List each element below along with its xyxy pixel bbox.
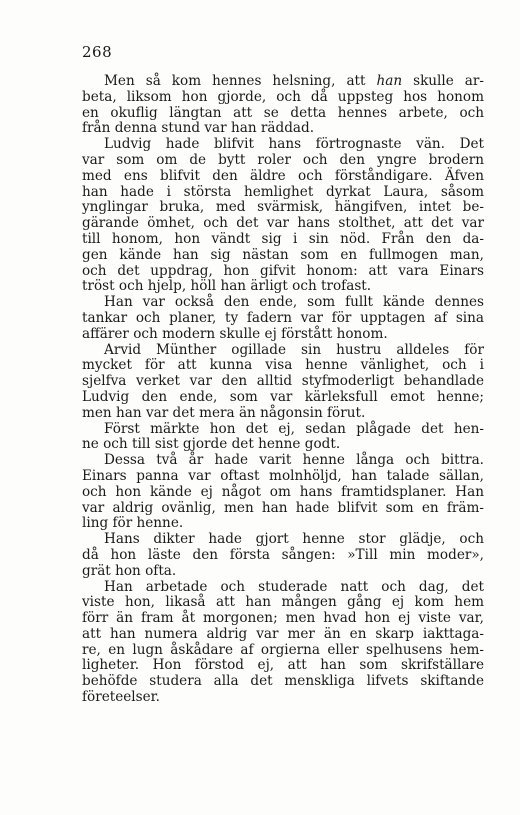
text-line: Han var också den ende, som fullt kände dennes xyxy=(104,294,484,311)
text-line: affärer och modern skulle ej förstått honom. xyxy=(82,325,388,342)
text-line: till honom, hon vändt sig i sin nöd. Från den da- xyxy=(82,230,484,247)
paragraph xyxy=(82,532,484,579)
paragraph xyxy=(82,137,484,295)
paragraph xyxy=(82,422,484,454)
paragraph xyxy=(82,343,484,422)
text-line: mycket för att kunna visa henne vänlighet, och i xyxy=(82,357,484,374)
text-line: en okuflig längtan att se detta hennes arbete, och xyxy=(82,104,484,121)
text-line: viste hon, likaså att han mången gång ej kom hem xyxy=(82,594,484,611)
text-line: och det uppdrag, hon gifvit honom: att vara Einars xyxy=(82,262,484,279)
text-line: ling för henne. xyxy=(82,515,184,532)
text-line: tankar och planer, ty fadern var för upptagen af sina xyxy=(82,309,484,326)
text-line: Hans dikter hade gjort henne stor glädje, och xyxy=(104,531,484,548)
paragraph xyxy=(82,580,484,706)
text-line: med ens blifvit den äldre och förståndigare. Äfven xyxy=(82,167,484,184)
text-line: Einars panna var oftast molnhöljd, han talade sällan, xyxy=(82,467,484,484)
text-line: då hon läste den första sången: »Till min moder», xyxy=(82,546,484,563)
text-line: re, en lugn åskådare af orgierna eller spelhusens hem- xyxy=(82,641,484,658)
text-line: behöfde studera alla det menskliga lifvets skiftande xyxy=(82,673,484,690)
text-line: att han numera aldrig var mer än en skarp iakttaga- xyxy=(82,625,484,642)
text-line: förr än fram åt morgonen; men hvad hon ej viste var, xyxy=(82,610,484,627)
text-line: gen kände han sig nästan som en fullmogen man, xyxy=(82,246,484,263)
text-line: Först märkte hon det ej, sedan plågade det hen- xyxy=(104,420,484,437)
text-line: var som om de bytt roler och den yngre brodern xyxy=(82,151,484,168)
text-line: företeelser. xyxy=(82,689,161,706)
text-line: Ludvig hade blifvit hans förtrognaste vän. Det xyxy=(104,136,484,153)
text-line: ne och till sist gjorde det henne godt. xyxy=(82,436,341,453)
text-line: tröst och hjelp, höll han ärligt och trofast. xyxy=(82,278,372,295)
book-page xyxy=(82,42,484,706)
page-number: 268 xyxy=(82,43,113,61)
page-body-text xyxy=(82,74,484,706)
text-line: Arvid Münther ogillade sin hustru alldeles för xyxy=(104,341,484,358)
text-line: grät hon ofta. xyxy=(82,562,177,579)
text-line: från denna stund var han räddad. xyxy=(82,120,315,137)
text-line: Men så kom hennes helsning, att han skulle ar- xyxy=(104,73,484,89)
text-line: Ludvig den ende, som var kärleksfull emot henne; xyxy=(82,388,484,405)
paragraph xyxy=(82,453,484,532)
text-line: ynglingar bruka, med svärmisk, hängifven, intet be- xyxy=(82,199,484,216)
text-line: sjelfva verket var den alltid styfmoderligt behandlade xyxy=(82,373,484,390)
text-line: och hon kände ej något om hans framtidsplaner. Han xyxy=(82,483,484,500)
paragraph xyxy=(82,74,484,137)
text-line: var aldrig ovänlig, men han hade blifvit som en främ- xyxy=(82,499,484,516)
text-line: gärande ömhet, och det var hans stolthet, att det var xyxy=(82,215,484,232)
text-line: men han var det mera än någonsin förut. xyxy=(82,404,366,421)
text-line: ligheter. Hon förstod ej, att han som skrifställare xyxy=(82,657,484,674)
text-line: Dessa två år hade varit henne långa och bittra. xyxy=(104,452,484,469)
text-line: han hade i största hemlighet dyrkat Laura, såsom xyxy=(82,183,484,200)
paragraph xyxy=(82,295,484,342)
text-line: beta, liksom hon gjorde, och då uppsteg hos honom xyxy=(82,88,484,105)
text-line: Han arbetade och studerade natt och dag, det xyxy=(104,578,484,595)
